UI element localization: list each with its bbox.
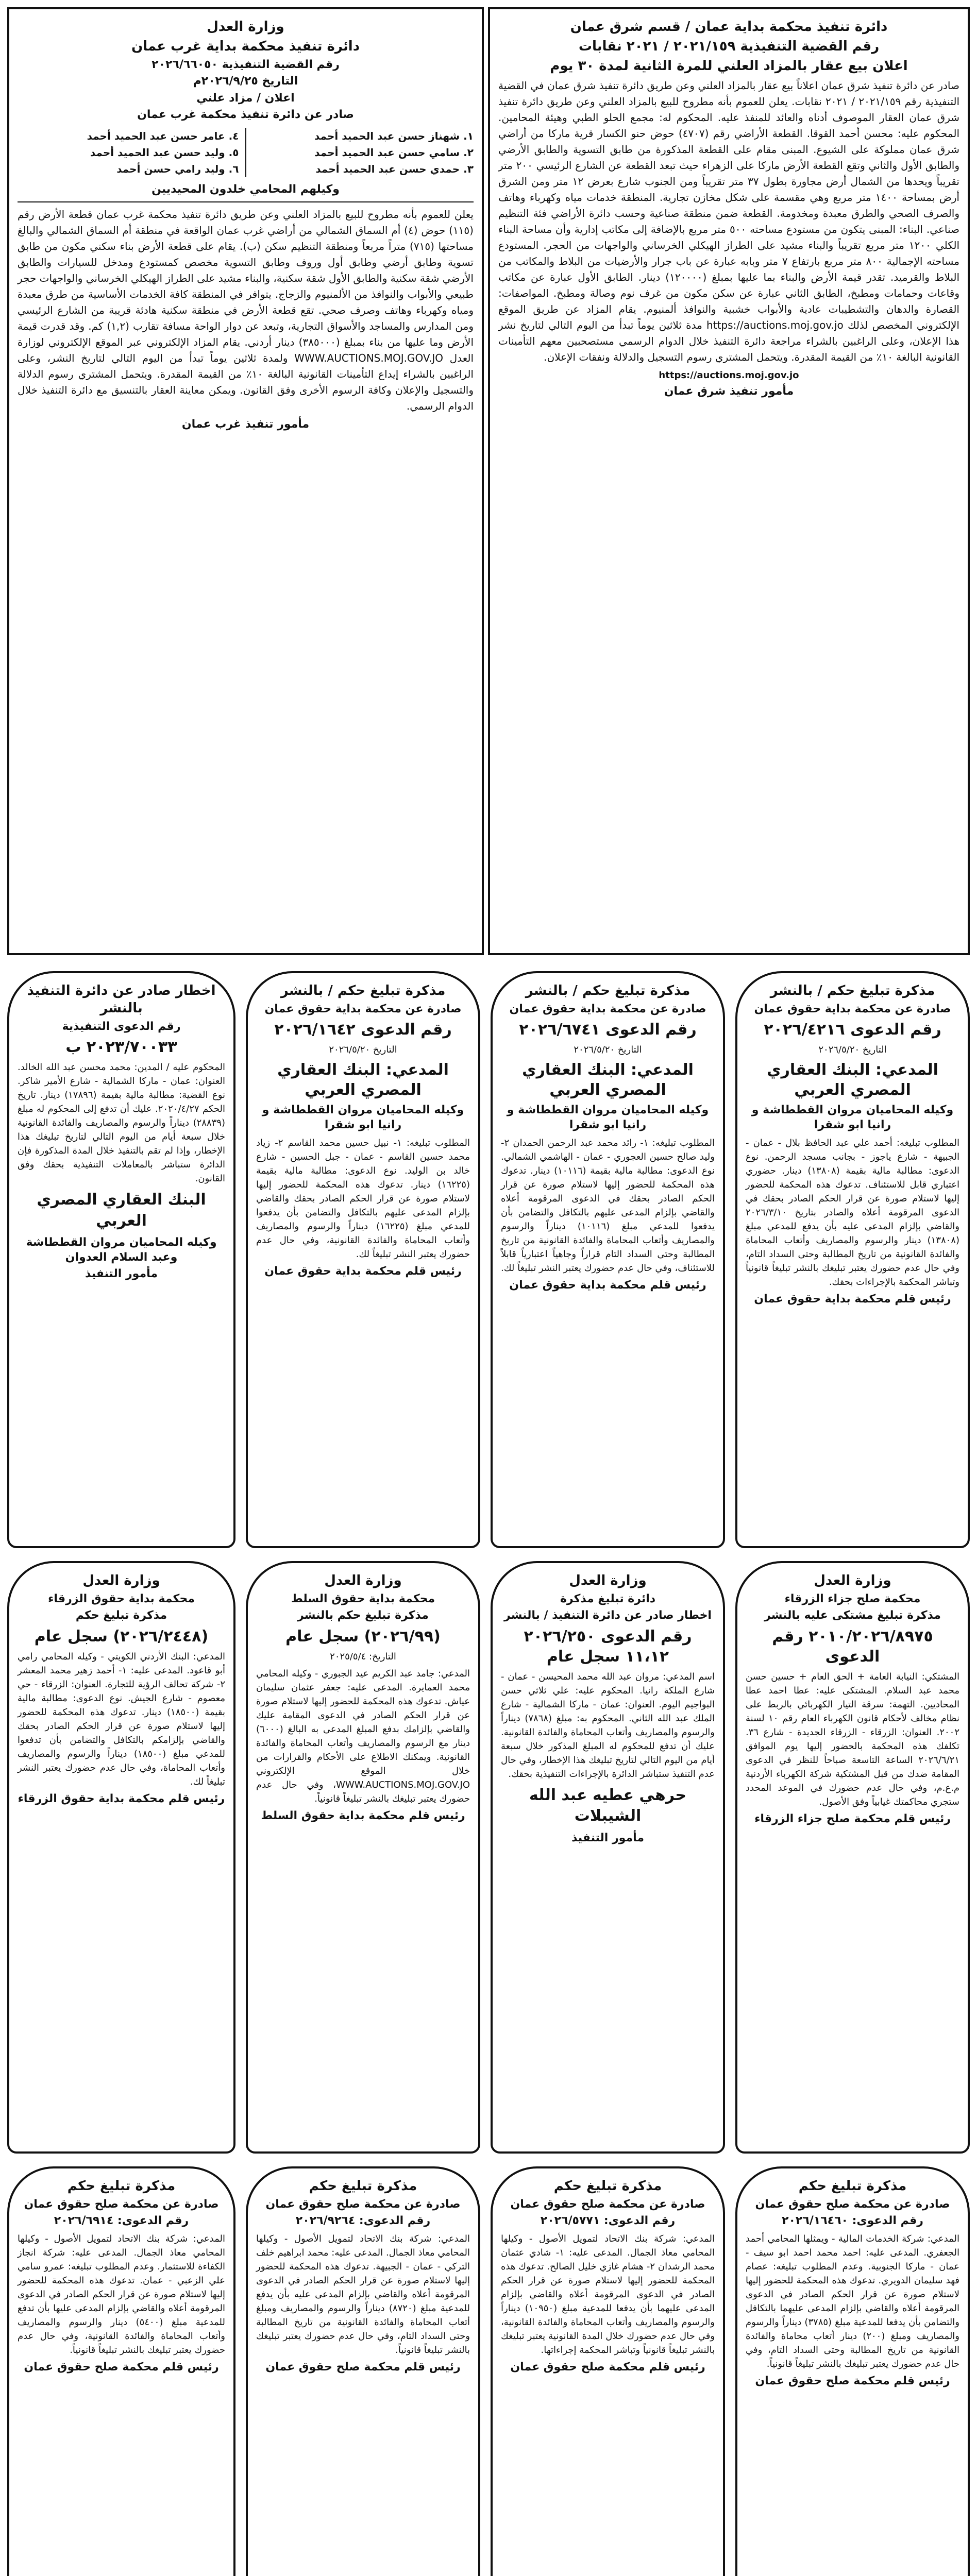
judgment-notice-16460 bbox=[735, 2166, 970, 2576]
ad-subtitle: اعلان / مزاد علني bbox=[196, 91, 295, 105]
criminal-summons-zarqa bbox=[735, 1561, 970, 2154]
judgment-notice-6741 bbox=[491, 971, 725, 1548]
ad-court: صادرة عن محكمة بداية حقوق عمان bbox=[509, 1002, 706, 1015]
ad-heading: وزارة العدل bbox=[324, 1573, 402, 1588]
judgment-notice-9264 bbox=[246, 2166, 480, 2576]
ad-heading: مذكرة تبليغ حكم bbox=[67, 2178, 176, 2194]
ad-footer: رئيس قلم محكمة بداية حقوق السلط bbox=[261, 1809, 465, 1822]
ad-body: المدعي: جامد عبد الكريم عيد الجبوري - وكيله المحامي محمد العمايرة. المدعى عليه: جعفر عثمان سليمان عياش. تدعوك هذه المحكمة للحضور إليها لاستلام صورة عن قرار الحكم الصادر في الدعوى المقامة عليك والقاضي بإلزامك بدفع المبلغ المدعى به البالغ (٦٠٠٠) دينار مع الرسوم والمصاريف وأتعاب المحاماة والفائدة القانونية. ويمكنك الاطلاع على الأحكام والقرارات من خلال الموقع الإلكتروني WWW.AUCTIONS.MOJ.GOV.JO، وفي حال عدم حضورك يعتبر تبليغك بالنشر تبليغاً قانونياً. bbox=[256, 1668, 470, 1804]
ad-subheading: رقم الدعوى التنفيذية bbox=[62, 1020, 181, 1033]
ad-footer: رئيس قلم محكمة بداية حقوق الزرقاء bbox=[18, 1792, 225, 1805]
ad-body: المدعي: شركة بنك الاتحاد لتمويل الأصول - وكيلها المحامي معاذ الجمال. المدعى عليه: محمد ابراهيم خلف التركي - عمان - الجبيهة. تدعوك هذه المحكمة للحضور إليها لاستلام صورة عن قرار الحكم الصادر في الدعوى المرقومة أعلاه والقاضي بإلزام المدعى عليه بأن يدفع للمدعية مبلغ (٨٧٢٠) ديناراً والرسوم والمصاريف ومبلغ أتعاب المحاماة والفائدة القانونية من تاريخ المطالبة وحتى السداد التام، وفي حال عدم حضورك يعتبر تبليغك بالنشر تبليغاً قانونياً. bbox=[256, 2233, 470, 2355]
ad-case-number: (٢٠٢٦/٢٤٤٨) سجل عام bbox=[34, 1627, 209, 1646]
ad-body: المدعي: البنك الأردني الكويتي - وكيله المحامي رامي أبو قاعود. المدعى عليه: ١- أحمد زهير محمد المعشر ٢- شركة تحالف الرؤية للتجارة. العنوان: الزرقاء - حي معصوم - شارع الجيش. نوع الدعوى: مطالبة مالية بقيمة (١٨٥٠٠) دينار. تدعوك هذه المحكمة للحضور إليها لاستلام صورة عن قرار الحكم الصادر بحقك والقاضي بإلزامكم بالتكافل والتضامن بأن تدفعوا للمدعي مبلغ (١٨٥٠٠) ديناراً والرسوم والمصاريف وأتعاب المحاماة، وفي حال عدم حضورك يعتبر النشر تبليغاً لك. bbox=[18, 1651, 225, 1787]
ad-case-number: رقم الدعوى: ٢٠٢٦/٥٧٧١ bbox=[540, 2214, 676, 2228]
party-name: ٦. وليد رامي حسن أحمد bbox=[116, 162, 239, 175]
auction-url-link[interactable]: https://auctions.moj.gov.jo bbox=[659, 370, 799, 381]
ad-heading: مذكرة تبليغ حكم bbox=[798, 2178, 907, 2194]
plaintiff-agent: وكيله المحاميان مروان القططاشة و رانيا ابو شقرا bbox=[751, 1104, 954, 1131]
ad-footer: رئيس قلم محكمة صلح حقوق عمان bbox=[265, 2360, 461, 2374]
ad-footer: رئيس قلم محكمة بداية حقوق عمان bbox=[754, 1292, 951, 1306]
ad-heading: دائرة تنفيذ محكمة بداية عمان / قسم شرق عمان bbox=[570, 19, 888, 35]
ad-date: التاريخ ٢٠٢٦/٥/٢٠ bbox=[574, 1044, 642, 1056]
ad-heading: وزارة العدل bbox=[82, 1573, 160, 1588]
party-name: ٢. سامي حسن عبد الحميد أحمد bbox=[314, 146, 474, 159]
ad-heading: مذكرة تبليغ حكم / بالنشر bbox=[770, 983, 935, 998]
ad-court: محكمة بداية حقوق الزرقاء bbox=[48, 1592, 195, 1605]
creditor-name: البنك العقاري المصري العربي bbox=[37, 1191, 206, 1230]
ad-footer: رئيس قلم محكمة بداية حقوق عمان bbox=[264, 1264, 462, 1278]
agent-name: وكيلهم المحامي خلدون المحيديين bbox=[151, 182, 340, 196]
ad-heading: وزارة العدل bbox=[569, 1573, 647, 1588]
ad-body: المطلوب تبليغه: ١- نبيل حسين محمد القاسم ٢- زياد محمد حسين القاسم - عمان - جبل الحسين - شارع خالد بن الوليد. نوع الدعوى: مطالبة مالية بقيمة (١٦٢٢٥) دينار. تدعوك هذه المحكمة للحضور إليها لاستلام صورة عن قرار الحكم الصادر بحقك والقاضي بإلزام المدعى عليهم بالتكافل والتضامن بأن يدفعوا للمدعي مبلغ (١٦٢٢٥) ديناراً والرسوم والمصاريف وأتعاب المحاماة والفائدة القانونية، وفي حال عدم حضورك يعتبر النشر تبليغاً لك. bbox=[256, 1137, 470, 1260]
auction-notice-west-amman bbox=[7, 7, 484, 955]
ad-court: صادرة عن محكمة صلح حقوق عمان bbox=[265, 2197, 461, 2211]
plaintiff-name: المدعي: البنك العقاري المصري العربي bbox=[522, 1061, 694, 1099]
ad-date: التاريخ: ٢٠٢٥/٥/٤ bbox=[330, 1651, 396, 1662]
judgment-notice-5771 bbox=[491, 2166, 725, 2576]
ad-footer: رئيس قلم محكمة صلح حقوق عمان bbox=[24, 2360, 219, 2374]
plaintiff-agent: وكيله المحاميان مروان القططاشة و رانيا ابو شقرا bbox=[262, 1104, 464, 1131]
ad-court: صادرة عن محكمة صلح حقوق عمان bbox=[510, 2197, 705, 2211]
ad-body: المشتكي: النيابة العامة + الحق العام + حسين حسن محمد عبد السلام. المشتكى عليه: عطا احمد عطا المحاديين. التهمة: سرقة التيار الكهربائي بالربط على نظام مخالف لأحكام قانون الكهرباء العام رقم ١٠ لسنة ٢٠٠٢. العنوان: الزرقاء - الزرقاء الجديدة - شارع ٣٦. تكلفك هذه المحكمة بالحضور إليها يوم الموافق ٢٠٢٦/٦/٢١ الساعة التاسعة صباحاً للنظر في الدعوى المقامة ضدك من قبل المشتكية شركة الكهرباء الأردنية م.ع.م، وفي حال عدم حضورك في الموعد المحدد ستجري محاكمتك غيابياً وفق الأصول. bbox=[746, 1671, 959, 1807]
divider bbox=[18, 201, 474, 202]
execution-notice-250 bbox=[491, 1561, 725, 2154]
ad-court: صادرة عن محكمة بداية حقوق عمان bbox=[264, 1002, 462, 1015]
ad-case-number: رقم الدعوى: ٢٠٢٦/٦٩١٤ bbox=[54, 2214, 189, 2228]
ad-body: المدعي: شركة بنك الاتحاد لتمويل الأصول - وكيلها المحامي معاذ الجمال. المدعى عليه: شركة انجاز الكفاءة للاستثمار. وعدم المطلوب تبليغه: عمرو سامي علي الزعبي - عمان. تدعوك هذه المحكمة للحضور إليها لاستلام صورة عن قرار الحكم الصادر في الدعوى المرقومة أعلاه والقاضي بإلزام المدعى عليها بأن تدفع للمدعية مبلغ (٥٤٠٠) دينار والرسوم والمصاريف وأتعاب المحاماة والفائدة القانونية، وفي حال عدم حضورك يعتبر تبليغك بالنشر تبليغاً قانونياً. bbox=[18, 2233, 226, 2355]
party-name: ٣. حمدي حسن عبد الحميد أحمد bbox=[315, 162, 474, 175]
ad-footer: رئيس قلم محكمة بداية حقوق عمان bbox=[509, 1278, 706, 1292]
ad-case-number: ٢٠١٠/٢٠٢٦/٨٩٧٥ رقم الدعوى bbox=[772, 1627, 933, 1666]
ad-subheading: اخطار صادر عن دائرة التنفيذ / بالنشر bbox=[504, 1609, 712, 1622]
ad-heading: اخطار صادر عن دائرة التنفيذ بالنشر bbox=[27, 983, 216, 1016]
auction-notice-east-amman bbox=[488, 7, 970, 955]
execution-notice-70033 bbox=[7, 971, 235, 1548]
ad-footer: مأمور تنفيذ غرب عمان bbox=[181, 417, 310, 431]
ad-subheading: مذكرة تبليغ حكم بالنشر bbox=[297, 1609, 429, 1622]
ad-body: صادر عن دائرة تنفيذ شرق عمان اعلاناً بيع عقار بالمزاد العلني وعن طريق دائرة تنفيذ شرق عمان في القضية التنفيذية رقم ٢٠٢١/١٥٩ / ٢٠٢١ نقابات. يعلن للعموم بأنه مطروح للبيع بالمزاد العلني وعن طريق دائرة تنفيذ شرق عمان العقار الموصوف أدناه والعائد للمنفذ عليه. المحكوم له: مجمع الحلو الطبي وهيئة المحامين. المحكوم عليه: محسن أحمد القوقا. القطعة الأراضي رقم (٤٧٠٧) حوض حنو الكسار قرية ماركا من أراضي شرق عمان مملوكة على الشيوع. المبنى مقام على القطعة المذكورة من طابق التسوية والطابق الأرضي والطابق الأول والثاني وتقع القطعة الأرض ماركا على الزهراء حيث تبعد القطعة عن الشارع الرئيسي ٢٠٠ متر تقريباً ويحدها من الشمال أرض مجاورة بطول ٣٧ متر تقريباً ومن الجنوب شارع بعرض ١٢ متر ومن الشرق أرض بمساحة ١٤٠٠ متر مربع وهي مقسمة على شكل مخازن تجارية. المنطقة خدمات مياه وكهرباء وهاتف والصرف الصحي والطرق معبدة ومخدومة. القطعة ضمن منطقة صناعية وحسب دائرة الأراضي فئة التنظيم صناعي. البناء: المبنى يتكون من مستودع مساحته ٥٠٠ متر مربع بالإضافة إلى مكاتب إدارية وأن مساحة البناء الكلي ١٢٠٠ متر مربع تقريباً والبناء مشيد على الطراز الهيكلي الخرساني والواجهات من الحجر. المستودع مساحته الإجمالية ٨٠٠ متر مربع بارتفاع ٧ متر وبابه عبارة عن باب جرار والأرضيات من البلاط والمكاتب من البلاط والقرميد. تقدر قيمة الأرض والبناء بما عليها بمبلغ (١٢٠٠٠٠) دينار. الطابق الأول عبارة عن مكاتب وقاعات وحمامات ومطبخ، الطابق الثاني عبارة عن سكن مكون من غرف نوم وصالة ومطبخ. المواصفات: القصارة والدهان والتشطيبات عادية والأبواب خشبية والنوافذ ألمنيوم. يقام المزاد عن طريق الموقع الإلكتروني المخصص لذلك https://auctions.moj.gov.jo مدة ثلاثين يوماً تبدأ من اليوم التالي لتاريخ نشر هذا الإعلان، وعلى الراغبين بالشراء مراجعة دائرة التنفيذ خلال الدوام الرسمي مستصحبين معهم التأمينات القانونية البالغة ١٠٪ من القيمة المقدرة. ويتحمل المشتري رسوم التسجيل والدلالة ونفقات الإعلان. bbox=[498, 79, 960, 364]
ad-date: التاريخ ٢٠٢٦/٥/٢٠ bbox=[818, 1044, 887, 1056]
judgment-notice-salt bbox=[246, 1561, 480, 2154]
party-name: ١. شهناز حسن عبد الحميد أحمد bbox=[314, 129, 474, 142]
plaintiff-name: المدعي: البنك العقاري المصري العربي bbox=[767, 1061, 938, 1099]
ad-heading: مذكرة تبليغ حكم bbox=[309, 2178, 417, 2194]
ad-date: التاريخ ٢٠٢٦/٩/٢٥م bbox=[193, 75, 298, 88]
ad-court: صادرة عن محكمة صلح حقوق عمان bbox=[24, 2197, 219, 2211]
ad-department: دائرة تنفيذ محكمة بداية غرب عمان bbox=[131, 38, 360, 54]
ad-court: صادرة عن محكمة صلح حقوق عمان bbox=[755, 2197, 950, 2211]
judgment-notice-6914 bbox=[7, 2166, 235, 2576]
ad-footer: مأمور تنفيذ شرق عمان bbox=[664, 385, 794, 398]
ad-case-number: رقم الدعوى ٢٠٢٦/١٦٤٢ bbox=[274, 1021, 452, 1039]
ad-case-number: رقم القضية التنفيذية ٢٠٢٦/٦٦٠٥٠ bbox=[151, 58, 340, 71]
ad-body: المدعي: شركة بنك الاتحاد لتمويل الأصول - وكيلها المحامي معاذ الجمال. المدعى عليه: ١- شادي عثمان محمد الرشدان ٢- هشام غازي خليل الصالح. تدعوك هذه المحكمة للحضور إليها لاستلام صورة عن قرار الحكم الصادر في الدعوى المرقومة أعلاه والقاضي بإلزام المدعى عليهما بأن يدفعا للمدعية مبلغ (١٠٩٥٠) ديناراً والرسوم والمصاريف وأتعاب المحاماة والفائدة القانونية، وفي حال عدم حضورك خلال المدة القانونية يعتبر تبليغك بالنشر تبليغاً قانونياً وتباشر المحكمة إجراءاتها. bbox=[501, 2233, 715, 2355]
ad-body: المحكوم عليه / المدين: محمد محسن عبد الله الخالد. العنوان: عمان - ماركا الشمالية - شارع الأمير شاكر. نوع القضية: مطالبة مالية بقيمة (١٧٨٩٦) دينار. تاريخ الحكم ٢٠٢٠/٤/٢٧. عليك أن تدفع إلى المحكوم له مبلغ (٢٨٨٣٩) ديناراً والرسوم والمصاريف والفائدة القانونية خلال سبعة أيام من اليوم التالي لتاريخ تبليغك هذا الإخطار، وإذا لم تقم بالتنفيذ خلال المدة المذكورة فإن الدائرة ستباشر بالمعاملات التنفيذية بحقك وفق القانون. bbox=[18, 1062, 226, 1184]
ad-case-number: (٢٠٢٦/٩٩) سجل عام bbox=[285, 1627, 441, 1646]
judgment-notice-zarqa bbox=[7, 1561, 235, 2154]
party-name: ٥. وليد حسن عبد الحميد أحمد bbox=[90, 146, 239, 159]
ad-subheading: مذكرة تبليغ مشتكى عليه بالنشر bbox=[764, 1609, 941, 1622]
ad-footer: رئيس قلم محكمة صلح حقوق عمان bbox=[510, 2360, 705, 2374]
ad-heading: وزارة العدل bbox=[814, 1573, 891, 1588]
ad-body: المدعي: شركة الخدمات المالية - ويمثلها المحامي أحمد الجعفري. المدعى عليه: احمد محمد احمد ابو سيف - عمان - ماركا الجنوبية. وعدم المطلوب تبليغه: عصام فهد سليمان الدويري. تدعوك هذه المحكمة للحضور إليها لاستلام صورة عن قرار الحكم الصادر في الدعوى المرقومة أعلاه والقاضي بإلزام المدعى عليهما بالتكافل والتضامن بأن يدفعا للمدعية مبلغ (٣٧٨٥) ديناراً والرسوم والمصاريف ومبلغ (٢٠٠) دينار أتعاب محاماة والفائدة القانونية من تاريخ المطالبة وحتى السداد التام، وفي حال عدم حضورك يعتبر تبليغك بالنشر تبليغاً قانونياً. bbox=[746, 2233, 959, 2369]
ad-body: يعلن للعموم بأنه مطروح للبيع بالمزاد العلني وعن طريق دائرة تنفيذ محكمة غرب عمان قطعة الأرض رقم (١١٥) حوض (٤) أم السماق الشمالي من أراضي غرب عمان الواقعة في منطقة أم السماق الشمالي والبالغ مساحتها (٧١٥) متراً مربعاً ومنطقة التنظيم سكن (ب). يقام على قطعة الأرض بناء سكني مكون من طابق تسوية وطابق أرضي وطابق أول وروف وطابق التسوية مخصص كمستودع ومدخل للسيارات والطابق الأرضي شقة سكنية والطابق الأول شقة سكنية، والبناء مشيد على الطراز الهيكلي الخرساني والواجهات حجر طبيعي والأبواب والنوافذ من الألمنيوم والزجاج. يتوافر في المنطقة كافة الخدمات الأساسية من طرق معبدة ومياه وكهرباء وهاتف وصرف صحي. تقع قطعة الأرض في منطقة سكنية هادئة قريبة من الشارع الرئيسي ومن المدارس والمساجد والأسواق التجارية، وتبعد عن دوار الواحة مسافة تقارب (١,٢) كم. وقد قدرت قيمة الأرض وما عليها من بناء بمبلغ (٣٨٥٠٠٠) دينار أردني. يقام المزاد الإلكتروني عبر الموقع الإلكتروني لوزارة العدل WWW.AUCTIONS.MOJ.GOV.JO ولمدة ثلاثين يوماً تبدأ من اليوم التالي لتاريخ النشر، وعلى الراغبين بالشراء إيداع التأمينات القانونية البالغة ١٠٪ من القيمة المقدرة. ويتحمل المشتري رسوم الدلالة والتسجيل والإعلان وكافة الرسوم الأخرى وفق القانون. ويمكن معاينة العقار بالتنسيق مع دائرة التنفيذ خلال الدوام الرسمي. bbox=[18, 208, 474, 412]
ad-body: المطلوب تبليغه: ١- رائد محمد عبد الرحمن الحمدان ٢- وليد صالح حسين العجوري - عمان - الهاشمي الشمالي. نوع الدعوى: مطالبة مالية بقيمة (١٠١١٦) دينار. تدعوك هذه المحكمة للحضور إليها لاستلام صورة عن قرار الحكم الصادر بحقك في الدعوى المرقومة أعلاه والقاضي بإلزام المدعى عليهم بالتكافل والتضامن بأن يدفعوا للمدعي مبلغ (١٠١١٦) ديناراً والرسوم والمصاريف وأتعاب المحاماة والفائدة القانونية من تاريخ المطالبة وحتى السداد التام قراراً وجاهياً اعتبارياً قابلاً للاستئناف، وفي حال عدم حضورك يعتبر النشر تبليغاً لك. bbox=[501, 1137, 715, 1274]
parties-list bbox=[18, 128, 474, 177]
ad-subheading: مذكرة تبليغ حكم bbox=[75, 1609, 167, 1622]
debtor-name: حرهي عطيه عبد الله الشيبلات bbox=[529, 1786, 686, 1825]
ad-case-number: رقم الدعوى: ٢٠٢٦/١٦٤٦٠ bbox=[782, 2214, 923, 2228]
ad-court: محكمة بداية حقوق السلط bbox=[291, 1592, 435, 1605]
ad-case-number: ٢٠٢٣/٧٠٠٣٣ ب bbox=[65, 1038, 177, 1057]
ad-title: اعلان بيع عقار بالمزاد العلني للمرة الثانية لمدة ٣٠ يوم bbox=[550, 58, 908, 74]
ad-footer: مأمور التنفيذ bbox=[85, 1267, 158, 1281]
ad-date: التاريخ ٢٠٢٦/٥/٢٠ bbox=[329, 1044, 397, 1056]
ad-case-number: رقم الدعوى: ٢٠٢٦/٩٢٦٤ bbox=[295, 2214, 431, 2228]
ad-court: محكمة صلح جزاء الزرقاء bbox=[784, 1592, 921, 1605]
creditor-agent: وكيله المحاميان مروان القططاشة وعبد السلام العدوان bbox=[26, 1236, 217, 1264]
plaintiff-agent: وكيله المحاميان مروان القططاشة و رانيا ابو شقرا bbox=[507, 1104, 709, 1131]
ad-intro: صادر عن دائرة تنفيذ محكمة غرب عمان bbox=[137, 108, 354, 122]
ad-body: اسم المدعي: مروان عبد الله محمد المحيسن - عمان - شارع الملكة رانيا. المحكوم عليه: علي ثلاثي حسن البواجيم اليوم. العنوان: عمان - ماركا الشمالية - شارع الملك عبد الله الثاني. المحكوم به: مبلغ (٧٨٦٨) ديناراً والرسوم والمصاريف وأتعاب المحاماة والفائدة القانونية. عليك أن تدفع للمحكوم له المبلغ المذكور خلال سبعة أيام من اليوم التالي لتاريخ تبليغك هذا الإخطار، وفي حال عدم التنفيذ ستباشر الدائرة بالإجراءات التنفيذية بحقك. bbox=[501, 1671, 715, 1780]
ad-heading: وزارة العدل bbox=[207, 19, 284, 35]
ad-heading: مذكرة تبليغ حكم / بالنشر bbox=[280, 983, 446, 998]
ad-heading: مذكرة تبليغ حكم / بالنشر bbox=[525, 983, 690, 998]
ad-case-number: رقم القضية التنفيذية ٢٠٢١/١٥٩ / ٢٠٢١ نقابات bbox=[578, 38, 880, 54]
ad-heading: مذكرة تبليغ حكم bbox=[553, 2178, 662, 2194]
ad-case-number: رقم الدعوى ٢٠٢٦/٦٧٤١ bbox=[519, 1021, 697, 1039]
ad-footer: رئيس قلم محكمة صلح حقوق عمان bbox=[755, 2374, 950, 2387]
ad-footer: رئيس قلم محكمة صلح جزاء الزرقاء bbox=[754, 1812, 951, 1825]
ad-court: صادرة عن محكمة بداية حقوق عمان bbox=[754, 1002, 951, 1015]
plaintiff-name: المدعي: البنك العقاري المصري العربي bbox=[277, 1061, 449, 1099]
ad-body: المطلوب تبليغه: أحمد علي عبد الحافظ بلال - عمان - الجبيهة - شارع ياجوز - بجانب مسجد الرحمن. نوع الدعوى: مطالبة مالية بقيمة (١٣٨٠٨) دينار. حضوري اعتباري قابل للاستئناف. تدعوك هذه المحكمة للحضور إليها لاستلام صورة عن قرار الحكم الصادر بحقك في الدعوى المرقومة أعلاه والصادر بتاريخ ٢٠٢٦/٣/١٠ والقاضي بإلزام المدعى عليه بأن يدفع للمدعي مبلغ (١٣٨٠٨) دينار والرسوم والمصاريف وأتعاب المحاماة والفائدة القانونية من تاريخ المطالبة وحتى السداد التام، وفي حال عدم حضورك يعتبر تبليغك بالنشر تبليغاً قانونياً وتباشر المحكمة بالإجراءات بحقك. bbox=[746, 1137, 960, 1287]
judgment-notice-4216 bbox=[735, 971, 970, 1548]
ad-department: دائرة تبليغ مذكرة bbox=[560, 1592, 656, 1605]
ad-case-number: رقم الدعوى ٢٠٢٦/٢٥٠ ١١،١٢ سجل عام bbox=[524, 1627, 692, 1666]
party-name: ٤. عامر حسن عبد الحميد أحمد bbox=[87, 129, 239, 142]
judgment-notice-1642 bbox=[246, 971, 480, 1548]
ad-footer: مأمور التنفيذ bbox=[571, 1831, 644, 1844]
ad-case-number: رقم الدعوى ٢٠٢٦/٤٢١٦ bbox=[764, 1021, 941, 1039]
